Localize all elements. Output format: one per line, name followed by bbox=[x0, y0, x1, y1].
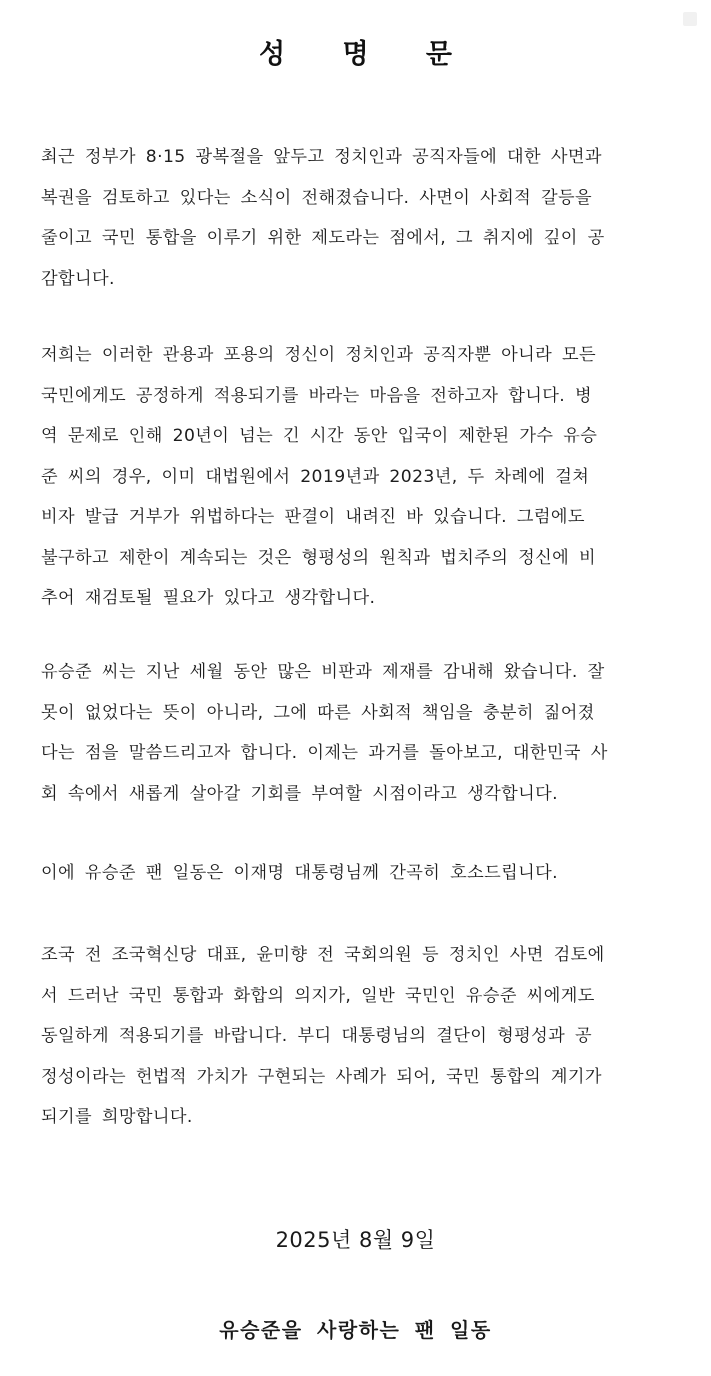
paragraph-line: 회 속에서 새롭게 살아갈 기회를 부여할 시점이라고 생각합니다. bbox=[41, 783, 558, 804]
paragraph-line: 되기를 희망합니다. bbox=[41, 1107, 193, 1127]
paragraph-line: 준 씨의 경우, 이미 대법원에서 2019년과 2023년, 두 차례에 걸쳐 bbox=[41, 466, 590, 487]
paragraph-line: 추어 재검토될 필요가 있다고 생각합니다. bbox=[41, 588, 376, 608]
paragraph-line: 다는 점을 말씀드리고자 합니다. 이제는 과거를 돌아보고, 대한민국 사 bbox=[41, 743, 608, 763]
paragraph-line: 유승준 씨는 지난 세월 동안 많은 비판과 제재를 감내해 왔습니다. 잘 bbox=[41, 662, 605, 682]
corner-mark-icon bbox=[683, 12, 697, 26]
paragraph-1 bbox=[41, 137, 681, 299]
paragraph-line: 역 문제로 인해 20년이 넘는 긴 시간 동안 입국이 제한된 가수 유승 bbox=[41, 426, 598, 446]
paragraph-line: 이에 유승준 팬 일동은 이재명 대통령님께 간곡히 호소드립니다. bbox=[41, 863, 558, 883]
paragraph-line: 최근 정부가 8·15 광복절을 앞두고 정치인과 공직자들에 대한 사면과 bbox=[41, 147, 602, 167]
document-title: 성 명 문 bbox=[258, 39, 477, 70]
paragraph-2 bbox=[41, 335, 681, 619]
paragraph-line: 감합니다. bbox=[41, 268, 115, 289]
paragraph-line: 불구하고 제한이 계속되는 것은 형평성의 원칙과 법치주의 정신에 비 bbox=[41, 547, 596, 568]
paragraph-line: 정성이라는 헌법적 가치가 구현되는 사례가 되어, 국민 통합의 계기가 bbox=[41, 1066, 602, 1087]
paragraph-line: 못이 없었다는 뜻이 아니라, 그에 따른 사회적 책임을 충분히 짊어졌 bbox=[41, 702, 595, 723]
signature: 유승준을 사랑하는 팬 일동 bbox=[219, 1318, 492, 1342]
paragraph-3 bbox=[41, 652, 681, 814]
paragraph-5 bbox=[41, 935, 681, 1138]
paragraph-line: 줄이고 국민 통합을 이루기 위한 제도라는 점에서, 그 취지에 깊이 공 bbox=[41, 228, 605, 248]
paragraph-line: 복권을 검토하고 있다는 소식이 전해졌습니다. 사면이 사회적 갈등을 bbox=[41, 187, 592, 208]
paragraph-line: 동일하게 적용되기를 바랍니다. 부디 대통령님의 결단이 형평성과 공 bbox=[41, 1026, 592, 1046]
paragraph-line: 비자 발급 거부가 위법하다는 판결이 내려진 바 있습니다. 그럼에도 bbox=[41, 507, 585, 527]
paragraph-line: 조국 전 조국혁신당 대표, 윤미향 전 국회의원 등 정치인 사면 검토에 bbox=[41, 945, 605, 965]
statement-date: 2025년 8월 9일 bbox=[275, 1228, 436, 1252]
paragraph-line: 국민에게도 공정하게 적용되기를 바라는 마음을 전하고자 합니다. 병 bbox=[41, 385, 592, 406]
paragraph-line: 저희는 이러한 관용과 포용의 정신이 정치인과 공직자뿐 아니라 모든 bbox=[41, 345, 596, 365]
paragraph-4 bbox=[41, 853, 681, 894]
paragraph-line: 서 드러난 국민 통합과 화합의 의지가, 일반 국민인 유승준 씨에게도 bbox=[41, 985, 595, 1006]
